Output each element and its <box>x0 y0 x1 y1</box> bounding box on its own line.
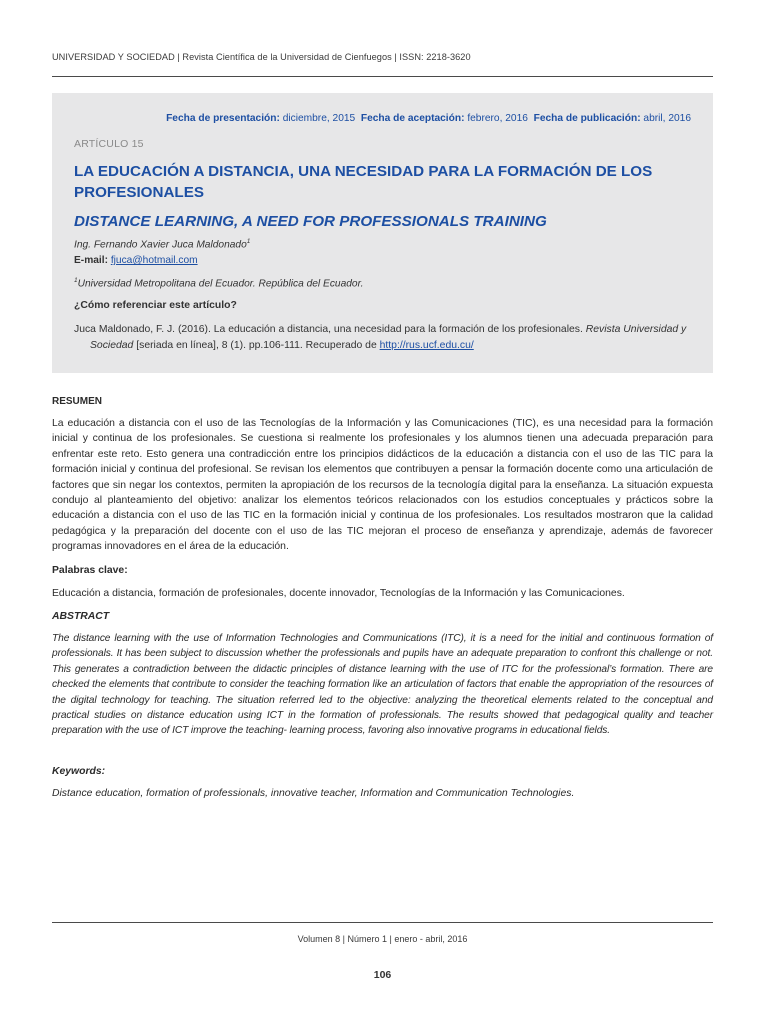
publication-date-value: abril, 2016 <box>640 113 691 124</box>
citation-url-link[interactable]: http://rus.ucf.edu.cu/ <box>379 339 474 351</box>
author-name: Ing. Fernando Xavier Juca Maldonado <box>74 239 247 251</box>
header-divider <box>52 76 713 77</box>
page-number: 106 <box>373 969 392 981</box>
publication-date-label: Fecha de publicación: <box>533 113 641 124</box>
citation-journal: Revista Universidad y Sociedad <box>90 324 687 351</box>
article-info-panel <box>52 93 713 373</box>
article-title-spanish: LA EDUCACIÓN A DISTANCIA, UNA NECESIDAD PARA LA FORMACIÓN DE LOS PROFESIONALES <box>74 163 653 201</box>
journal-header: UNIVERSIDAD Y SOCIEDAD | Revista Científica de la Universidad de Cienfuegos | ISSN: 2218-3620 <box>52 52 471 62</box>
email-link[interactable]: fjuca@hotmail.com <box>110 255 198 266</box>
palabras-clave-text: Educación a distancia, formación de profesionales, docente innovador, Tecnologías de la Información y las Comunicaciones. <box>52 588 625 599</box>
article-number: ARTÍCULO 15 <box>74 138 144 150</box>
affiliation-text: Universidad Metropolitana del Ecuador. República del Ecuador. <box>77 278 364 290</box>
author-footnote-mark: 1 <box>246 238 251 245</box>
citation-authors-title: Juca Maldonado, F. J. (2016). La educación a distancia, una necesidad para la formación de los profesionales. <box>74 324 586 335</box>
citation-text <box>74 322 712 353</box>
author-line <box>74 238 250 250</box>
citation-details: [seriada en línea], 8 (1). pp.106-111. Recuperado de <box>133 339 380 351</box>
author-affiliation <box>74 277 363 289</box>
abstract-paragraph: The distance learning with the use of Information Technologies and Communications (ITC), it is a need for the initial and continuous formation of professionals. It has been subject to discussion whether the professionals and pupils have an adequate preparation to confront this challenge or not. This generates a contradiction between the didactic principles of distance learning with the use of ITC for the professional’s formation. There are checked the elements that contribute to consider the teaching formation like an articulation of factors that enable the appropriation of the resources of the digital technology for teaching. The situation referred led to the objective: analyzing the theoretical elements related to the conceptual and practical studies on distance education using ICT in the formation of professionals. The results showed that pedagogical quality and teacher preparation with the use of ICT improve the teaching- learning process, favoring also innovative programs in educational fields. <box>52 633 713 737</box>
volume-info: Volumen 8 | Número 1 | enero - abril, 2016 <box>297 934 468 944</box>
email-label: E-mail: <box>74 255 108 266</box>
presentation-date-value: diciembre, 2015 <box>279 113 356 124</box>
affiliation-footnote-mark: 1 <box>74 277 78 284</box>
article-title-english: DISTANCE LEARNING, A NEED FOR PROFESSIONALS TRAINING <box>74 213 547 230</box>
resumen-heading: RESUMEN <box>52 396 103 407</box>
resumen-paragraph: La educación a distancia con el uso de las Tecnologías de la Información y las Comunicaciones (TIC), es una necesidad para la formación inicial y continua de los profesionales. Se cuestiona si realmente los profesionales y los alumnos tienen una adecuada preparación para enfrentar este reto. Esto genera una contradicción entre los principios didácticos de la educación a distancia con el uso de las TIC para la formación inicial y continua del profesional. Se revisan los elementos que contribuyen a pensar la formación docente como una articulación de factores que sin negar los contextos, permiten la apropiación de los recursos de la tecnología digital para la enseñanza. La situación expuesta condujo al planteamiento del objetivo: analizar los elementos teóricos relacionados con los estudios conceptuales y prácticos sobre la educación a distancia con el uso de las TIC en la formación inicial y continua de los profesionales. Los resultados mostraron que la calidad pedagógica y la preparación del docente con el uso de las TIC mejoran el proceso de enseñanza y aprendizaje, además de favorecer programas innovadores en el área de la educación. <box>52 418 713 553</box>
keywords-text: Distance education, formation of professionals, innovative teacher, Information and Communication Technologies. <box>52 788 575 799</box>
keywords-heading: Keywords: <box>52 766 106 777</box>
presentation-date-label: Fecha de presentación: <box>166 113 280 124</box>
palabras-clave-heading: Palabras clave: <box>52 565 128 576</box>
author-email-line <box>74 255 198 266</box>
publication-dates <box>166 113 691 124</box>
abstract-heading: ABSTRACT <box>52 611 110 622</box>
acceptance-date-label: Fecha de aceptación: <box>360 113 465 124</box>
citation-heading: ¿Cómo referenciar este artículo? <box>74 300 237 311</box>
footer-divider <box>52 922 713 923</box>
acceptance-date-value: febrero, 2016 <box>464 113 528 124</box>
